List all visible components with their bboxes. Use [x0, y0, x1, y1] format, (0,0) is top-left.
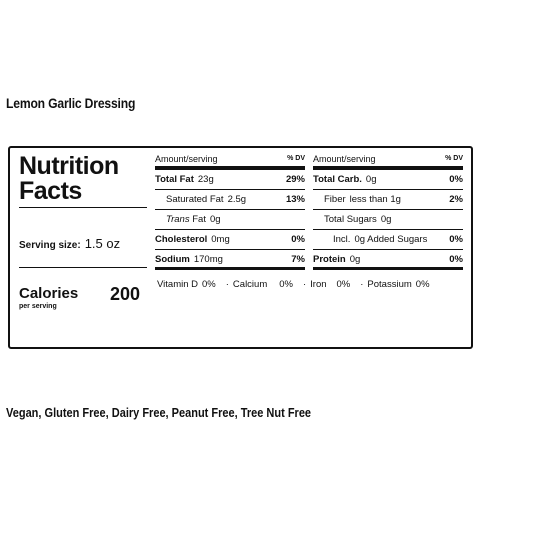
nutrient-row-added-sugars [313, 230, 463, 250]
separator: · [302, 279, 307, 290]
nutrient-amount: 23g [197, 174, 214, 185]
dv-header: % DV [445, 155, 463, 162]
serving-size-label: Serving size: [19, 240, 81, 251]
nutrient-dv: 7% [291, 254, 305, 265]
nutrition-facts-panel [8, 146, 473, 349]
nutrient-dv: 2% [449, 194, 463, 205]
heading-line-2: Facts [19, 177, 82, 205]
nutrient-row-total-fat [155, 170, 305, 190]
nutrient-row-sodium [155, 250, 305, 270]
nutrient-dv: 0% [449, 234, 463, 245]
nutrient-row-fiber [313, 190, 463, 210]
nutrient-amount: less than 1g [349, 194, 401, 205]
nutrient-amount: 170mg [193, 254, 223, 265]
nutrient-row-total-sugars [313, 210, 463, 230]
vitamin-name: Iron [310, 279, 327, 290]
nutrient-row-saturated-fat [155, 190, 305, 210]
nutrient-name-suffix: Fat [192, 214, 206, 225]
nutrient-dv: 29% [285, 174, 305, 185]
divider [19, 207, 147, 208]
nutrient-name: Total Fat [155, 174, 194, 185]
column-header [155, 154, 305, 170]
nutrient-name: Cholesterol [155, 234, 208, 245]
nutrient-amount: 0g [349, 254, 361, 265]
vitamin-name: Potassium [367, 279, 412, 290]
nutrition-facts-heading [19, 154, 147, 204]
amount-header: Amount/serving [155, 154, 218, 164]
vitamin-dv: 0% [336, 279, 351, 290]
nutrient-amount: 0g [365, 174, 377, 185]
nutrient-amount: 0g [209, 214, 221, 225]
amount-header: Amount/serving [313, 154, 376, 164]
calories-value: 200 [110, 284, 141, 304]
nutrient-amount: 0g [380, 214, 392, 225]
vitamin-dv: 0% [279, 279, 293, 290]
nutrient-row-total-carb [313, 170, 463, 190]
nutrient-row-cholesterol [155, 230, 305, 250]
separator: · [225, 279, 229, 290]
nutrient-dv: 0% [449, 174, 463, 185]
separator: · [360, 279, 364, 290]
product-title: Lemon Garlic Dressing [6, 96, 136, 111]
nutrient-amount: 2.5g [227, 194, 247, 205]
nutrient-name: Saturated Fat [166, 194, 224, 205]
serving-size-value: 1.5 oz [84, 236, 121, 251]
nutrient-column-left [155, 154, 305, 270]
dv-header: % DV [287, 155, 305, 162]
column-header [313, 154, 463, 170]
calories-label: Calories [19, 285, 79, 302]
vitamin-name: Calcium [232, 279, 268, 290]
nutrient-row-trans-fat [155, 210, 305, 230]
vitamins-minerals-row [157, 279, 434, 290]
nutrient-name: Sodium [155, 254, 190, 265]
nutrient-column-right [313, 154, 463, 270]
nutrient-name: Trans [166, 214, 190, 225]
per-serving-label: per serving [19, 303, 57, 310]
allergen-info: Vegan, Gluten Free, Dairy Free, Peanut Free, Tree Nut Free [6, 406, 312, 420]
nutrient-name: Fiber [324, 194, 346, 205]
vitamin-dv: 0% [202, 279, 216, 290]
divider [19, 267, 147, 268]
nutrient-name: Total Carb. [313, 174, 362, 185]
serving-size [19, 236, 120, 251]
nutrient-name: Incl. [333, 234, 351, 245]
nutrient-amount: 0g Added Sugars [354, 234, 428, 245]
nutrient-row-protein [313, 250, 463, 270]
vitamin-name: Vitamin D [157, 279, 199, 290]
nutrient-name: Protein [313, 254, 346, 265]
nutrient-name: Total Sugars [324, 214, 377, 225]
nutrient-dv: 13% [285, 194, 305, 205]
heading-line-1: Nutrition [19, 152, 119, 180]
nutrient-dv: 0% [449, 254, 463, 265]
vitamin-dv: 0% [415, 279, 430, 290]
nutrient-dv: 0% [291, 234, 305, 245]
nutrient-amount: 0mg [211, 234, 230, 245]
